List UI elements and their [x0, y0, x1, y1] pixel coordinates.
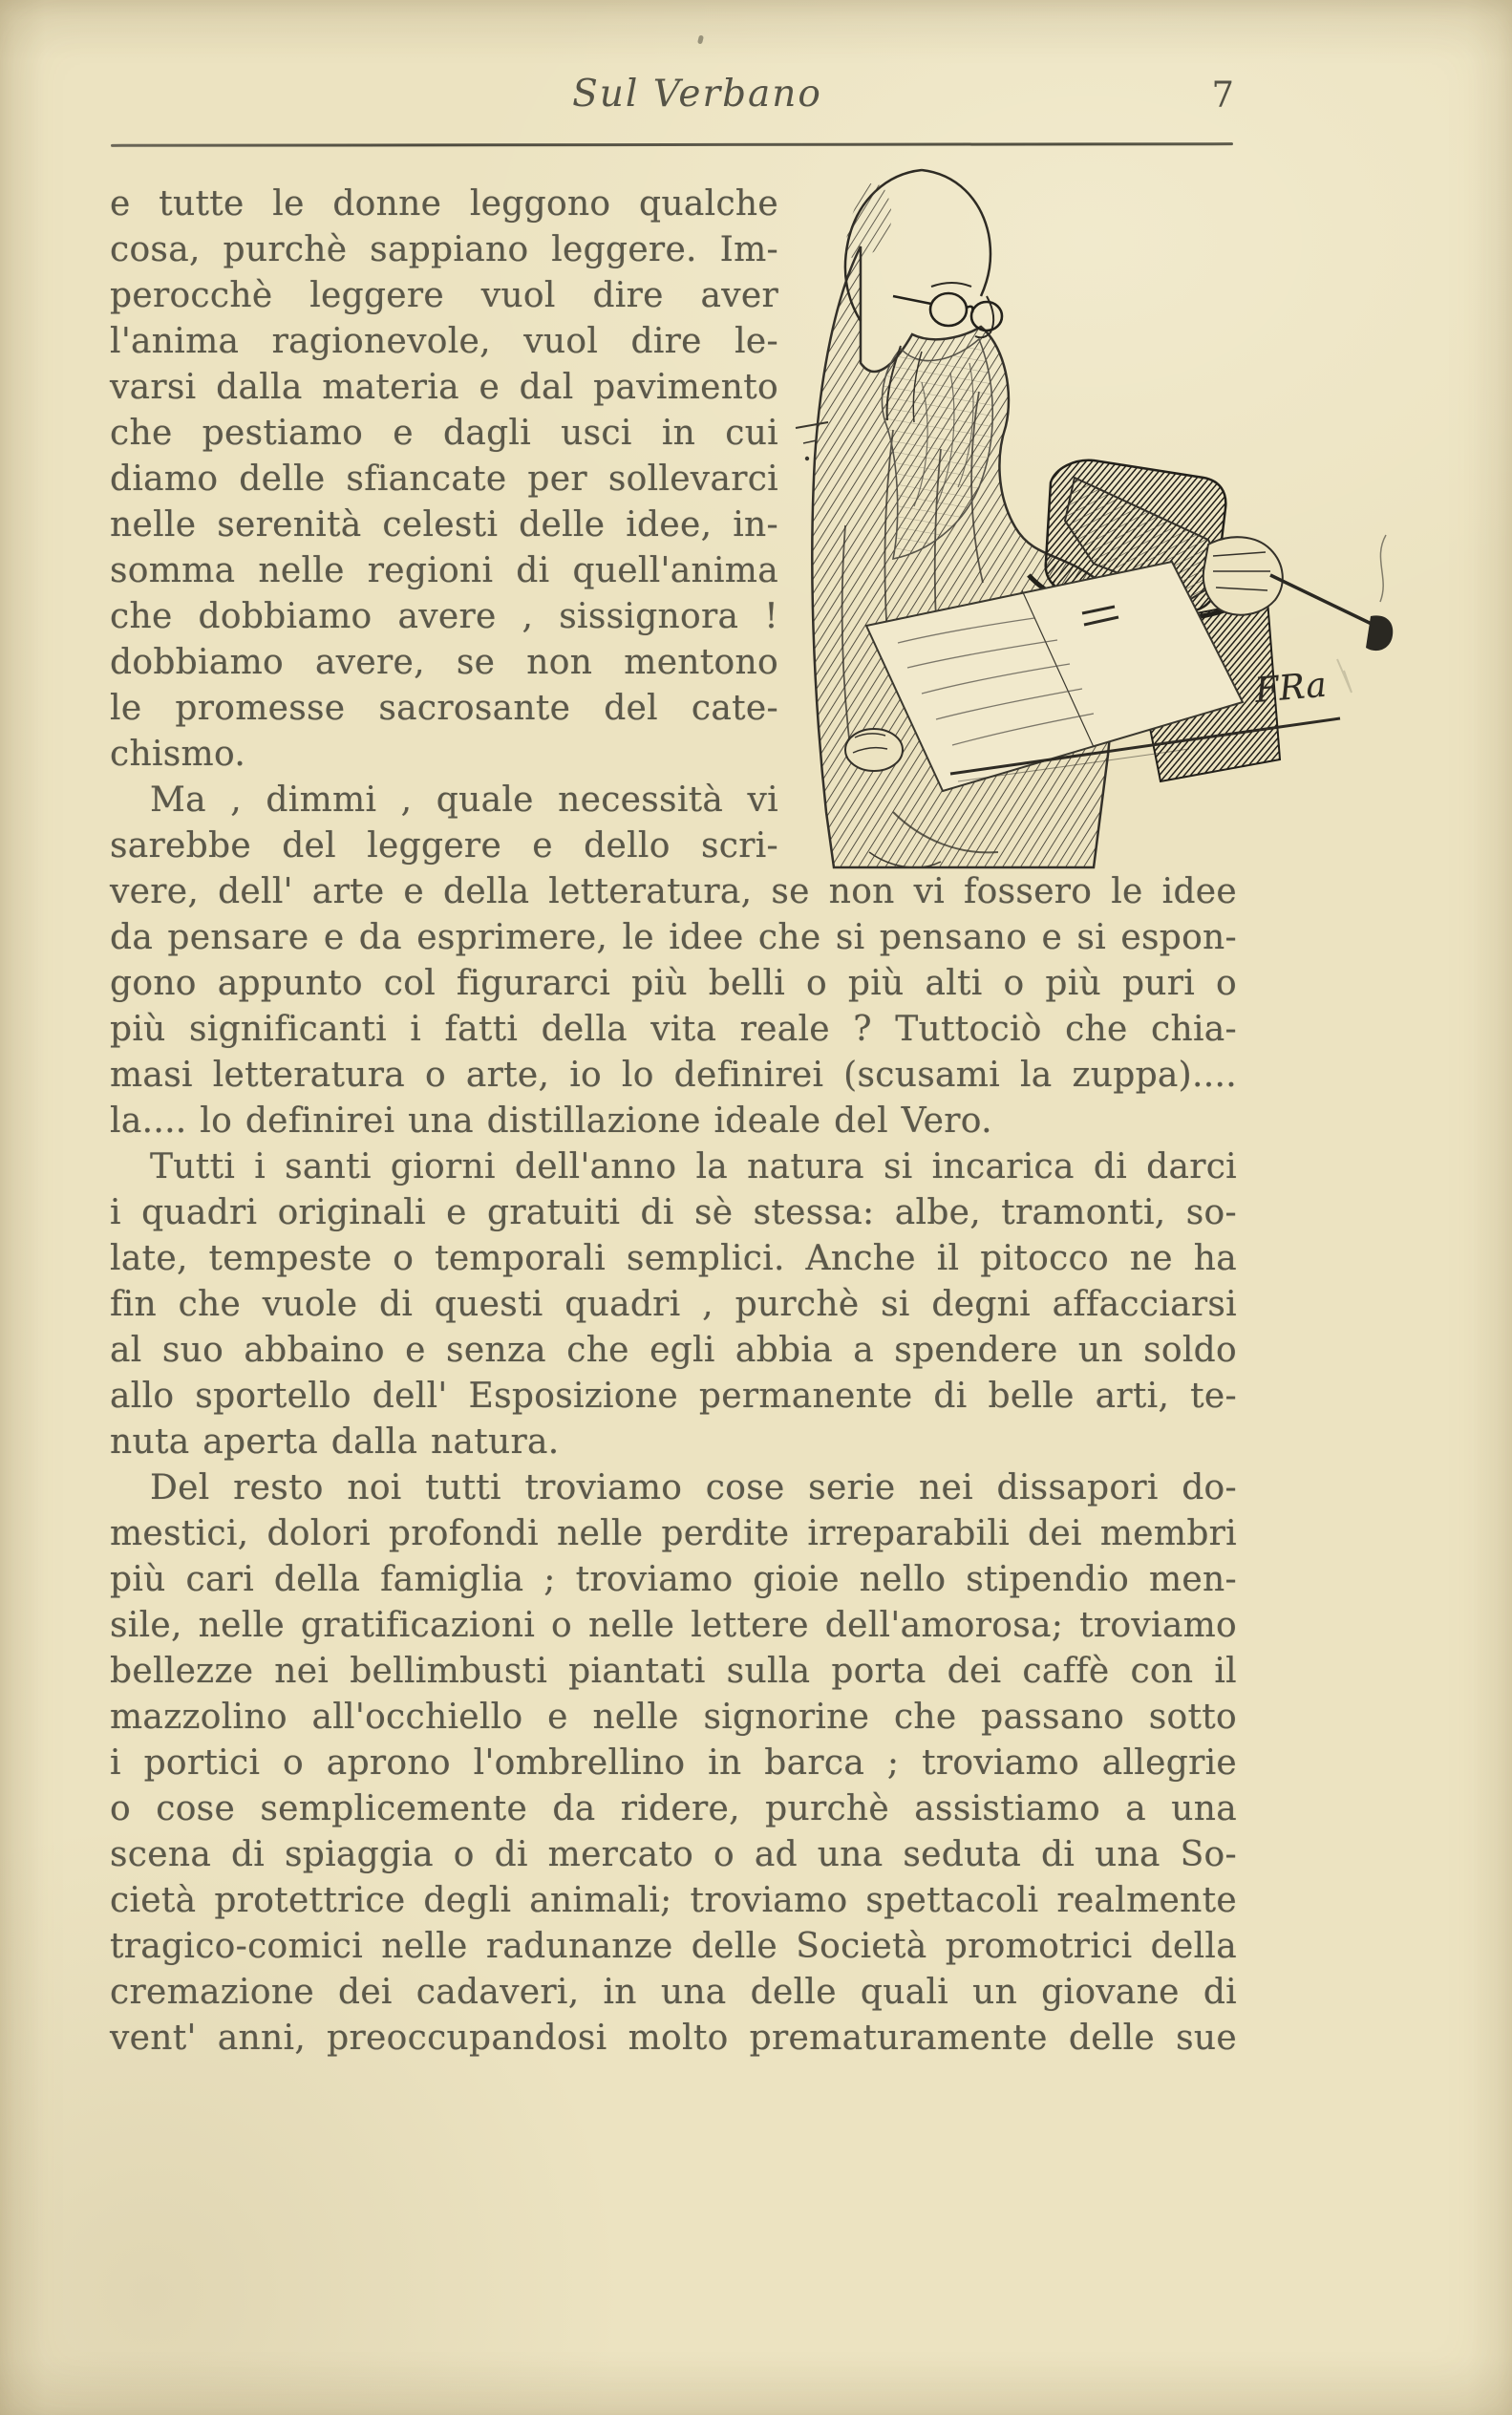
text-line: Del resto noi tutti troviamo cose serie nei dissapori do-	[150, 1468, 1237, 1507]
text-line: che pestiamo e dagli usci in cui	[110, 414, 778, 453]
text-line: cremazione dei cadaveri, in una delle quali un giovane di	[110, 1973, 1237, 2012]
text-line: chismo.	[110, 735, 246, 774]
text-line: diamo delle sfiancate per sollevarci	[110, 459, 778, 499]
text-line: gono appunto col figurarci più belli o più alti o più puri o	[110, 964, 1237, 1003]
text-line: mazzolino all'occhiello e nelle signorine che passano sotto	[110, 1698, 1237, 1737]
spectacles	[893, 293, 1002, 331]
text-line: bellezze nei bellimbusti piantati sulla porta dei caffè con il	[110, 1652, 1237, 1691]
left-hand	[845, 729, 903, 771]
text-line: sarebbe del leggere e dello scri-	[110, 826, 778, 866]
pipe-smoke	[1380, 535, 1386, 602]
illustration	[778, 182, 1329, 869]
brow	[931, 283, 971, 287]
text-line: cietà protettrice degli animali; troviamo spettacoli realmente	[110, 1881, 1237, 1920]
head-front	[922, 170, 990, 296]
text-line: nuta aperta dalla natura.	[110, 1422, 560, 1462]
text-line: o cose semplicemente da ridere, purchè assistiamo a una	[110, 1789, 1237, 1828]
text-line: varsi dalla materia e dal pavimento	[110, 368, 778, 407]
text-line: scena di spiaggia o di mercato o ad una seduta di una So-	[110, 1835, 1237, 1874]
text-line: al suo abbaino e senza che egli abbia a spendere un soldo	[110, 1331, 1237, 1370]
text-line: e tutte le donne leggono qualche	[110, 184, 778, 224]
man-reading-sketch-illustration	[778, 143, 1409, 888]
text-line: mestici, dolori profondi nelle perdite irreparabili dei membri	[110, 1514, 1237, 1553]
text-line: l'anima ragionevole, vuol dire le-	[110, 322, 778, 361]
text-line: più significanti i fatti della vita reale ? Tuttociò che chia-	[110, 1010, 1237, 1049]
text-line: Tutti i santi giorni dell'anno la natura si incarica di darci	[150, 1147, 1237, 1186]
text-line: masi letteratura o arte, io lo definirei (scusami la zuppa)....	[110, 1056, 1237, 1095]
text-line: sile, nelle gratificazioni o nelle lettere dell'amorosa; troviamo	[110, 1606, 1237, 1645]
hair	[845, 183, 891, 258]
text-line: la.... lo definirei una distillazione ideale del Vero.	[110, 1101, 992, 1141]
page-number: 7	[1211, 75, 1234, 116]
text-line: i portici o aprono l'ombrellino in barca ; troviamo allegrie	[110, 1743, 1237, 1783]
text-line: vent' anni, preoccupandosi molto prematuramente delle sue	[110, 2019, 1237, 2058]
text-line: che dobbiamo avere , sissignora !	[110, 597, 778, 636]
text-line: allo sportello dell' Esposizione permanente di belle arti, te-	[110, 1377, 1237, 1416]
artist-signature: FRa	[1253, 665, 1329, 711]
text-line: da pensare e da esprimere, le idee che si pensano e si espon-	[110, 918, 1237, 957]
text-line: fin che vuole di questi quadri , purchè si degni affacciarsi	[110, 1285, 1237, 1324]
text-line: le promesse sacrosante del cate-	[110, 689, 778, 728]
text-line: più cari della famiglia ; troviamo gioie nello stipendio men-	[110, 1560, 1237, 1599]
paragraph	[110, 1465, 1237, 2062]
pencil-mark	[1337, 659, 1352, 693]
text-line: i quadri originali e gratuiti di sè stessa: albe, tramonti, so-	[110, 1193, 1237, 1232]
text-line: late, tempeste o temporali semplici. Anche il pitocco ne ha	[110, 1239, 1237, 1278]
text-line: nelle serenità celesti delle idee, in-	[110, 505, 778, 545]
text-line: cosa, purchè sappiano leggere. Im-	[110, 230, 778, 269]
text-line: Ma , dimmi , quale necessità vi	[150, 780, 778, 820]
text-line: tragico-comici nelle radunanze delle Società promotrici della	[110, 1927, 1237, 1966]
pipe	[1270, 575, 1375, 626]
paragraph	[110, 1144, 1237, 1465]
text-body	[110, 182, 1329, 2062]
text-line: perocchè leggere vuol dire aver	[110, 276, 778, 315]
running-head-title: Sul Verbano	[572, 73, 822, 116]
text-line: vere, dell' arte e della letteratura, se non vi fossero le idee	[110, 872, 1237, 911]
ink-speck	[697, 35, 704, 45]
text-line: dobbiamo avere, se non mentono	[110, 643, 778, 682]
text-line: somma nelle regioni di quell'anima	[110, 551, 778, 590]
